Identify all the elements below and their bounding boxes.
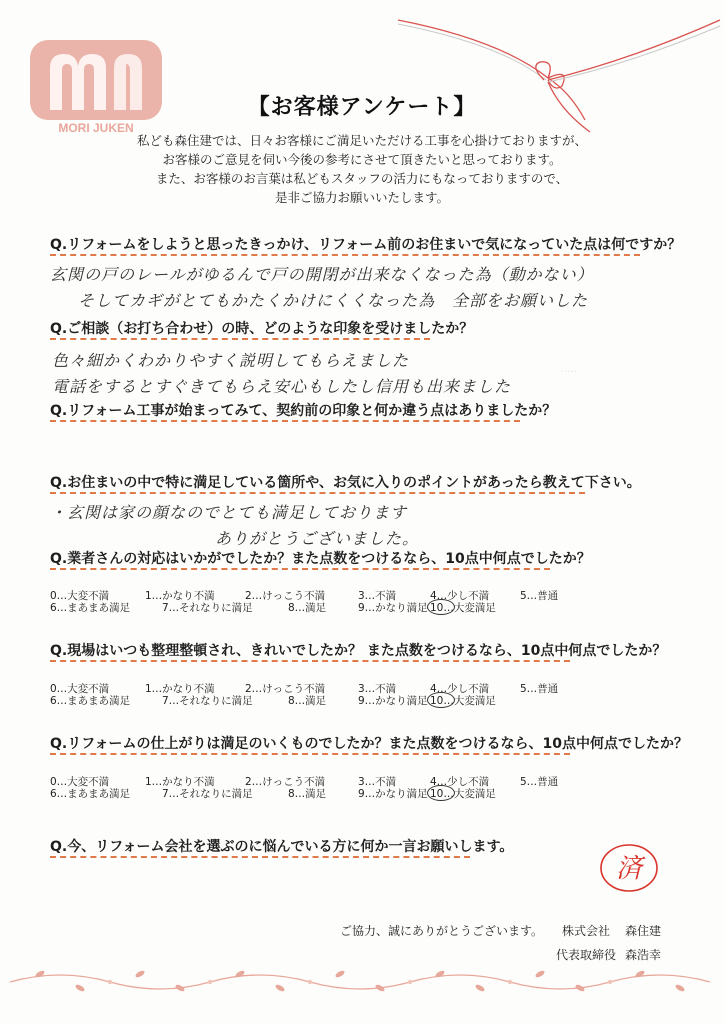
scale-option-7: 7…それなりに満足 bbox=[162, 602, 253, 614]
scale-option-1: 1…かなり不満 bbox=[145, 590, 215, 602]
question-3-underline bbox=[50, 420, 520, 422]
question-2-underline bbox=[50, 338, 430, 340]
scale-option-1: 1…かなり不満 bbox=[145, 683, 215, 695]
question-2: Q.ご相談（お打ち合わせ）の時、どのような印象を受けましたか？ bbox=[50, 321, 474, 337]
scale-option-0: 0…大変不満 bbox=[50, 776, 110, 788]
scale-option-8: 8…満足 bbox=[288, 695, 327, 707]
answer-1-line-1: 玄関の戸のレールがゆるんで戸の開閉が出来なくなった為（動かない） bbox=[50, 265, 594, 284]
question-1-underline bbox=[50, 254, 640, 256]
scale-option-5: 5…普通 bbox=[520, 590, 559, 602]
intro-line-1: 私ども森住建では、日々お客様にご満足いただける工事を心掛けておりますが、 bbox=[136, 133, 587, 148]
rating-scale-5 bbox=[50, 588, 570, 612]
scale-option-0: 0…大変不満 bbox=[50, 590, 110, 602]
intro-line-3: また、お客様のお言葉は私どもスタッフの活力にもなっておりますので、 bbox=[155, 171, 569, 186]
question-5-underline bbox=[50, 568, 550, 570]
score-circle-q5 bbox=[427, 599, 455, 615]
answer-2-line-1: 色々細かくわかりやすく説明してもらえました bbox=[52, 351, 410, 370]
scale-option-7: 7…それなりに満足 bbox=[162, 695, 253, 707]
rating-scale-7 bbox=[50, 774, 570, 798]
answer-4-line-1: ・玄関は家の顔なのでとても満足しております bbox=[50, 503, 408, 522]
intro-line-2: お客様のご意見を伺い今後の参考にさせて頂きたいと思っております。 bbox=[162, 152, 562, 167]
question-6: Q.現場はいつも整理整頓され、きれいでしたか？ また点数をつけるなら、10点中何点でしたか？ bbox=[50, 643, 667, 659]
company-label: 株式会社 bbox=[562, 924, 611, 938]
scale-option-6: 6…まあまあ満足 bbox=[50, 602, 131, 614]
rating-scale-6 bbox=[50, 681, 570, 705]
question-7-underline bbox=[50, 753, 570, 755]
question-8: Q.今、リフォーム会社を選ぶのに悩んでいる方に何か一言お願いします。 bbox=[50, 839, 514, 855]
company-name: 森住建 bbox=[625, 924, 662, 938]
vine-border-decoration bbox=[0, 960, 724, 1000]
score-circle-q6 bbox=[427, 692, 455, 708]
question-8-underline bbox=[50, 856, 470, 858]
scale-option-10: 10…大変満足 bbox=[430, 788, 496, 800]
scale-option-6: 6…まあまあ満足 bbox=[50, 788, 131, 800]
scale-option-2: 2…けっこう不満 bbox=[245, 683, 326, 695]
scale-option-2: 2…けっこう不満 bbox=[245, 776, 326, 788]
scale-option-3: 3…不満 bbox=[358, 776, 397, 788]
scale-option-8: 8…満足 bbox=[288, 788, 327, 800]
scale-option-3: 3…不満 bbox=[358, 590, 397, 602]
bleed-through-mark: ····· bbox=[560, 365, 578, 378]
scale-option-5: 5…普通 bbox=[520, 776, 559, 788]
closing-thanks: ご協力、誠にありがとうございます。 bbox=[340, 924, 544, 938]
stamp-lettering: 済 bbox=[615, 854, 643, 884]
scale-option-4: 4…少し不満 bbox=[430, 776, 490, 788]
scale-option-9: 9…かなり満足 bbox=[358, 602, 428, 614]
question-5: Q.業者さんの対応はいかがでしたか？また点数をつけるなら、10点中何点でしたか？ bbox=[50, 551, 591, 567]
scale-option-2: 2…けっこう不満 bbox=[245, 590, 326, 602]
scale-option-5: 5…普通 bbox=[520, 683, 559, 695]
answer-4-line-2: ありがとうございました。 bbox=[215, 529, 420, 548]
score-circle-q7 bbox=[427, 785, 455, 801]
checked-stamp bbox=[598, 842, 660, 894]
question-6-underline bbox=[50, 660, 570, 662]
scale-option-9: 9…かなり満足 bbox=[358, 695, 428, 707]
answer-1-line-2: そしてカギがとてもかたくかけにくくなった為 全部をお願いした bbox=[78, 291, 589, 310]
scale-option-4: 4…少し不満 bbox=[430, 683, 490, 695]
logo-text: MORI JUKEN bbox=[58, 121, 134, 135]
answer-2-line-2: 電話をするとすぐきてもらえ安心もしたし信用も出来ました bbox=[52, 377, 512, 396]
scale-option-0: 0…大変不満 bbox=[50, 683, 110, 695]
question-7: Q.リフォームの仕上がりは満足のいくものでしたか？また点数をつけるなら、10点中何点でしたか？ bbox=[50, 736, 688, 752]
scale-option-8: 8…満足 bbox=[288, 602, 327, 614]
scale-option-7: 7…それなりに満足 bbox=[162, 788, 253, 800]
question-4: Q.お住まいの中で特に満足している箇所や、お気に入りのポイントがあったら教えて下さい。 bbox=[50, 475, 641, 491]
scale-option-10: 10…大変満足 bbox=[430, 695, 496, 707]
scale-option-3: 3…不満 bbox=[358, 683, 397, 695]
scale-option-10: 10…大変満足 bbox=[430, 602, 496, 614]
scale-option-1: 1…かなり不満 bbox=[145, 776, 215, 788]
intro-line-4: 是非ご協力お願いいたします。 bbox=[274, 190, 449, 205]
representative-name: 森浩幸 bbox=[625, 948, 662, 962]
scale-option-4: 4…少し不満 bbox=[430, 590, 490, 602]
scale-option-6: 6…まあまあ満足 bbox=[50, 695, 131, 707]
question-3: Q.リフォーム工事が始まってみて、契約前の印象と何か違う点はありましたか？ bbox=[50, 403, 557, 419]
question-1: Q.リフォームをしようと思ったきっかけ、リフォーム前のお住まいで気になっていた点は何ですか？ bbox=[50, 237, 682, 253]
representative-title: 代表取締役 bbox=[556, 948, 617, 962]
scale-option-9: 9…かなり満足 bbox=[358, 788, 428, 800]
survey-title: 【お客様アンケート】 bbox=[247, 95, 477, 120]
question-4-underline bbox=[50, 492, 585, 494]
